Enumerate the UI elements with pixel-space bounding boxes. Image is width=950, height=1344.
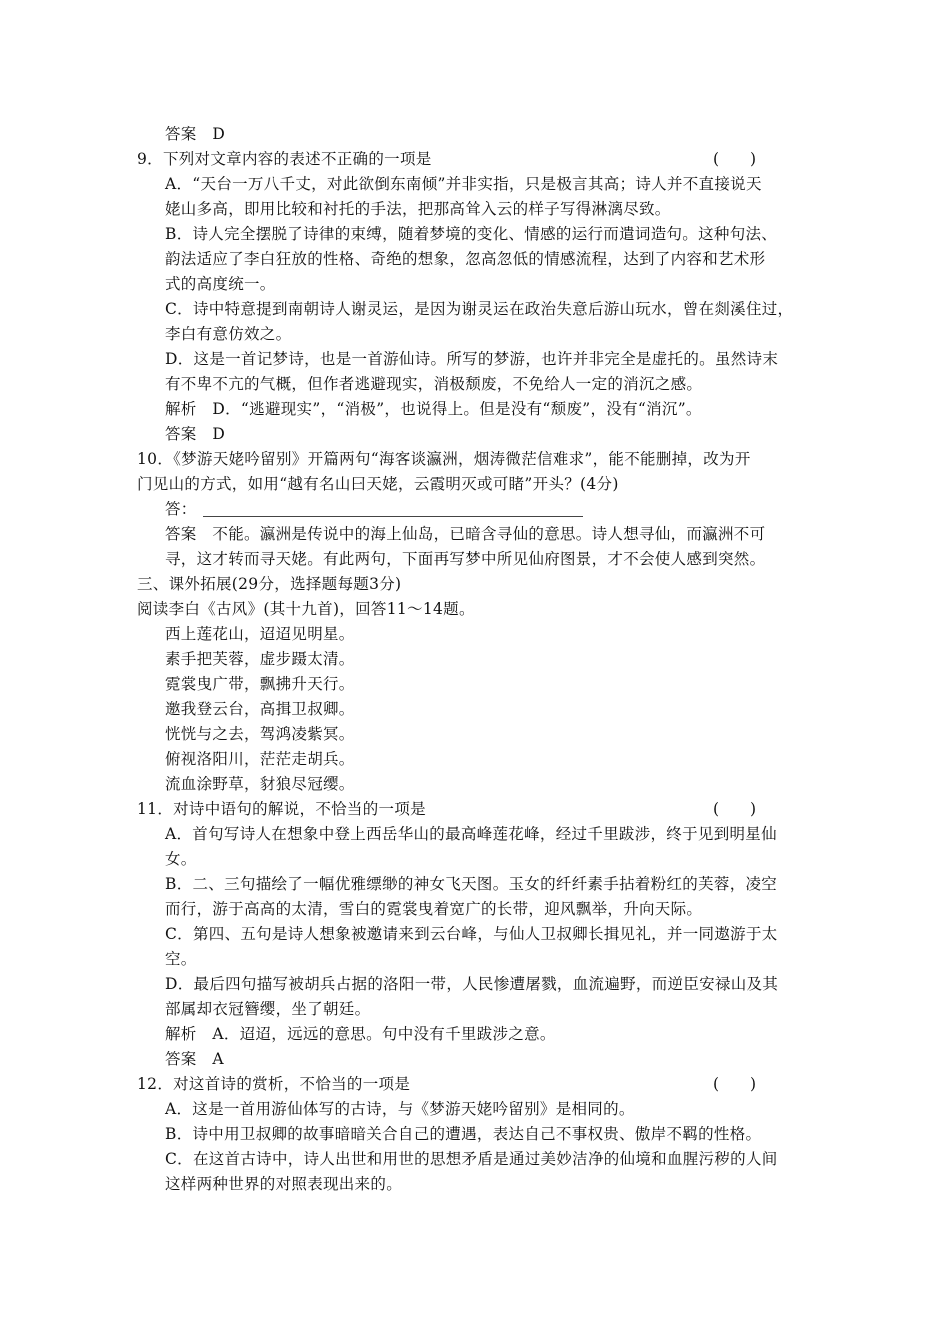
poem-line-6: 俯视洛阳川，茫茫走胡兵。 — [165, 750, 355, 768]
q11-stem: 11．对诗中语句的解说，不恰当的一项是 — [137, 800, 426, 818]
q9-option-d-line1: D．这是一首记梦诗，也是一首游仙诗。所写的梦游，也许并非完全是虚托的。虽然诗末 — [165, 350, 779, 368]
poem-intro: 阅读李白《古风》(其十九首)，回答11～14题。 — [137, 600, 475, 618]
q11-option-a-line2: 女。 — [165, 850, 197, 868]
q8-answer: 答案 D — [165, 125, 226, 143]
q9-answer-paren: ( ) — [713, 150, 757, 168]
q11-option-b-line2: 而行，游于高高的太清，雪白的霓裳曳着宽广的长带，迎风飘举，升向天际。 — [165, 900, 703, 918]
q11-analysis: 解析 A．迢迢，远远的意思。句中没有千里跋涉之意。 — [165, 1025, 556, 1043]
q10-answer-line2: 寻，这才转而寻天姥。有此两句，下面再写梦中所见仙府图景，才不会使人感到突然。 — [165, 550, 766, 568]
q11-option-b-line1: B．二、三句描绘了一幅优雅缥缈的神女飞天图。玉女的纤纤素手拈着粉红的芙蓉，凌空 — [165, 875, 778, 893]
poem-line-5: 恍恍与之去，驾鸿凌紫冥。 — [165, 725, 355, 743]
q12-option-c-line1: C．在这首古诗中，诗人出世和用世的思想矛盾是通过美妙洁净的仙境和血腥污秽的人间 — [165, 1150, 778, 1168]
q12-answer-paren: ( ) — [713, 1075, 757, 1093]
q11-answer-paren: ( ) — [713, 800, 757, 818]
section-3-heading: 三、课外拓展(29分，选择题每题3分) — [137, 575, 402, 593]
q9-option-d-line2: 有不卑不亢的气概，但作者逃避现实，消极颓废，不免给人一定的消沉之感。 — [165, 375, 703, 393]
q9-option-c-line2: 李白有意仿效之。 — [165, 325, 292, 343]
q12-stem: 12．对这首诗的赏析，不恰当的一项是 — [137, 1075, 411, 1093]
q9-answer: 答案 D — [165, 425, 226, 443]
q9-option-b-line2: 韵法适应了李白狂放的性格、奇绝的想象，忽高忽低的情感流程，达到了内容和艺术形 — [165, 250, 766, 268]
q9-option-c-line1: C．诗中特意提到南朝诗人谢灵运，是因为谢灵运在政治失意后游山玩水，曾在剡溪住过， — [165, 300, 794, 318]
q10-stem-line2: 门见山的方式，如用“越有名山曰天姥，云霞明灭或可睹”开头？(4分) — [137, 475, 619, 493]
q10-answer-line1: 答案 不能。瀛洲是传说中的海上仙岛，已暗含寻仙的意思。诗人想寻仙，而瀛洲不可 — [165, 525, 766, 543]
q9-stem: 9．下列对文章内容的表述不正确的一项是 — [137, 150, 432, 168]
q9-option-a-line1: A．“天台一万八千丈，对此欲倒东南倾”并非实指，只是极言其高；诗人并不直接说天 — [165, 175, 762, 193]
q9-option-b-line3: 式的高度统一。 — [165, 275, 276, 293]
q11-option-c-line2: 空。 — [165, 950, 197, 968]
q11-answer: 答案 A — [165, 1050, 224, 1068]
q11-option-c-line1: C．第四、五句是诗人想象被邀请来到云台峰，与仙人卫叔卿长揖见礼，并一同遨游于太 — [165, 925, 778, 943]
poem-line-4: 邀我登云台，高揖卫叔卿。 — [165, 700, 355, 718]
q10-stem-line1: 10．《梦游天姥吟留别》开篇两句“海客谈瀛洲，烟涛微茫信难求”，能不能删掉，改为开 — [137, 450, 751, 468]
poem-line-2: 素手把芙蓉，虚步蹑太清。 — [165, 650, 355, 668]
q11-option-d-line1: D．最后四句描写被胡兵占据的洛阳一带，人民惨遭屠戮，血流遍野，而逆臣安禄山及其 — [165, 975, 779, 993]
q12-option-a: A．这是一首用游仙体写的古诗，与《梦游天姥吟留别》是相同的。 — [165, 1100, 635, 1118]
q9-option-a-line2: 姥山多高，即用比较和衬托的手法，把那高耸入云的样子写得淋漓尽致。 — [165, 200, 671, 218]
q11-option-a-line1: A．首句写诗人在想象中登上西岳华山的最高峰莲花峰，经过千里跋涉，终于见到明星仙 — [165, 825, 777, 843]
q12-option-c-line2: 这样两种世界的对照表现出来的。 — [165, 1175, 403, 1193]
poem-line-7: 流血涂野草，豺狼尽冠缨。 — [165, 775, 355, 793]
q12-option-b: B．诗中用卫叔卿的故事暗暗关合自己的遭遇，表达自己不事权贵、傲岸不羁的性格。 — [165, 1125, 762, 1143]
poem-line-1: 西上莲花山，迢迢见明星。 — [165, 625, 355, 643]
q10-answer-blank — [203, 516, 583, 517]
q11-option-d-line2: 部属却衣冠簪缨，坐了朝廷。 — [165, 1000, 371, 1018]
q10-answer-label: 答： — [165, 500, 197, 518]
q9-analysis: 解析 D．“逃避现实”，“消极”，也说得上。但是没有“颓废”，没有“消沉”。 — [165, 400, 702, 418]
poem-line-3: 霓裳曳广带，飘拂升天行。 — [165, 675, 355, 693]
q9-option-b-line1: B．诗人完全摆脱了诗律的束缚，随着梦境的变化、情感的运行而遣词造句。这种句法、 — [165, 225, 778, 243]
